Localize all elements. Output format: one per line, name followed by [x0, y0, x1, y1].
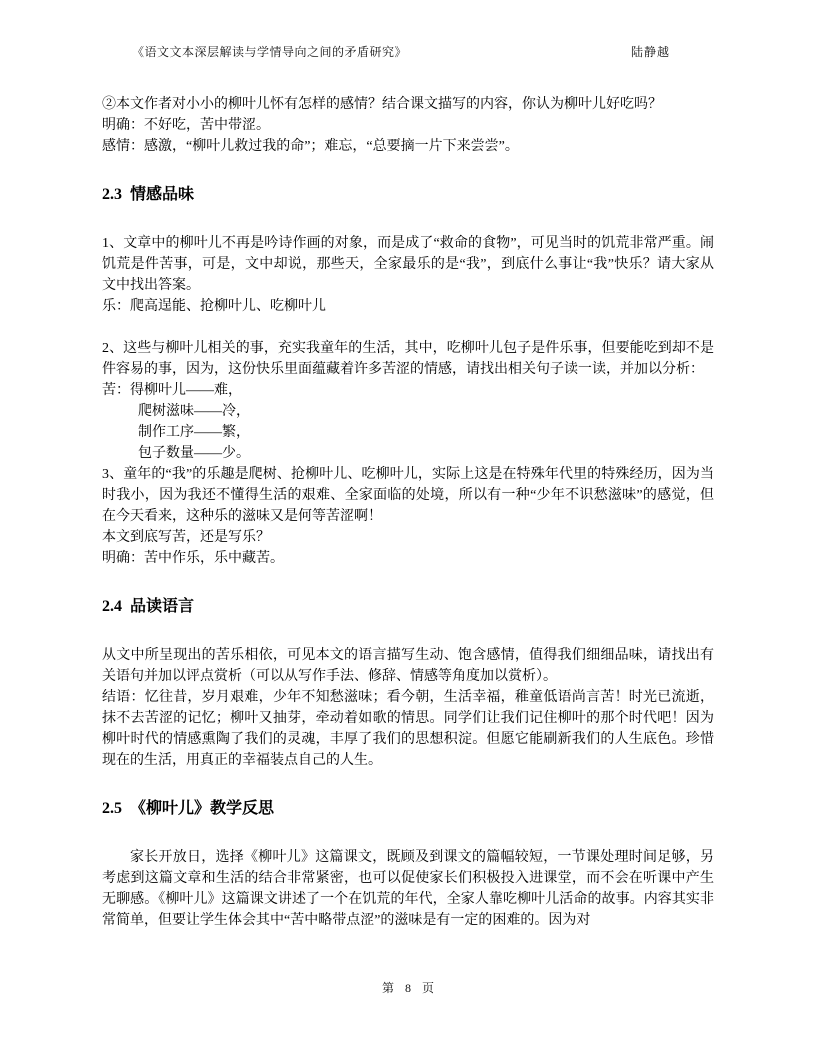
section-2-3-answer-line: 明确：苦中作乐，乐中藏苦。	[102, 551, 284, 566]
bitterness-item-line: 爬树滋味——冷，	[138, 404, 250, 419]
intro-clarify-line: 明确：不好吃，苦中带涩。	[102, 118, 270, 133]
section-2-3-paragraph-1: 1、文章中的柳叶儿不再是吟诗作画的对象，而是成了“救命的食物”，可见当时的饥荒非常严重。闹饥荒是件苦事，可是，文中却说，那些天，全家最乐的是“我”，到底什么事让“我”快乐？请大家从文中找出答案。	[102, 236, 714, 293]
page-number: 第 8 页	[381, 981, 434, 995]
joy-summary-line: 乐：爬高逞能、抢柳叶儿、吃柳叶儿	[102, 299, 326, 314]
bitterness-lead-line: 苦：得柳叶儿——难，	[102, 383, 242, 398]
section-2-5-reflection-paragraph: 家长开放日，选择《柳叶儿》这篇课文，既顾及到课文的篇幅较短，一节课处理时间足够，另考虑到这篇文章和生活的结合非常紧密，也可以促使家长们积极投入进课堂，而不会在听课中产生无聊感。《柳叶儿》这篇课文讲述了一个在饥荒的年代，全家人靠吃柳叶儿活命的故事。内容其实非常简单，但要让学生体会其中“苦中略带点涩”的滋味是有一定的困难的。因为对	[102, 850, 714, 928]
bitterness-item-line: 制作工序——繁，	[138, 425, 250, 440]
section-number: 2.3	[102, 186, 122, 203]
section-2-4-paragraph-1: 从文中所呈现出的苦乐相依，可见本文的语言描写生动、饱含感情，值得我们细细品味，请找出有关语句并加以评点赏析（可以从写作手法、修辞、情感等角度加以赏析）。	[102, 648, 714, 684]
intro-feeling-line: 感情：感激，“柳叶儿救过我的命”；难忘，“总要摘一片下来尝尝”。	[102, 139, 519, 154]
section-title: 《柳叶儿》教学反思	[130, 800, 275, 817]
header-title: 《语文文本深层解读与学情导向之间的矛盾研究》	[132, 45, 408, 59]
section-number: 2.4	[102, 598, 122, 615]
intro-question-line: ②本文作者对小小的柳叶儿怀有怎样的感情？结合课文描写的内容，你认为柳叶儿好吃吗？	[102, 97, 662, 112]
section-heading-2-3	[102, 184, 714, 206]
header-author: 陆静越	[630, 45, 670, 59]
blank-line	[102, 317, 714, 338]
bitterness-item-line: 包子数量——少。	[138, 446, 250, 461]
section-heading-2-4	[102, 596, 714, 618]
section-heading-2-5	[102, 798, 714, 820]
section-2-3-paragraph-3: 3、童年的“我”的乐趣是爬树、抢柳叶儿、吃柳叶儿，实际上这是在特殊年代里的特殊经历，因为当时我小，因为我还不懂得生活的艰难、全家面临的处境，所以有一种“少年不识愁滋味”的感觉，但在今天看来，这种乐的滋味又是何等苦涩啊！	[102, 467, 714, 524]
section-2-3-paragraph-2: 2、这些与柳叶儿相关的事，充实我童年的生活，其中，吃柳叶儿包子是件乐事，但要能吃到却不是件容易的事，因为，这份快乐里面蕴藏着许多苦涩的情感，请找出相关句子读一读，并加以分析：	[102, 341, 714, 377]
section-number: 2.5	[102, 800, 122, 817]
document-body	[102, 94, 714, 931]
page-footer	[0, 980, 816, 996]
section-title: 品读语言	[130, 598, 195, 615]
section-2-3-question-line: 本文到底写苦，还是写乐？	[102, 530, 270, 545]
page-header	[102, 44, 714, 60]
section-2-4-conclusion-paragraph: 结语：忆往昔，岁月艰难，少年不知愁滋味；看今朝，生活幸福，稚童低语尚言苦！时光已流逝，抹不去苦涩的记忆；柳叶又抽芽，牵动着如歌的情思。同学们让我们记住柳叶的那个时代吧！因为柳叶时代的情感熏陶了我们的灵魂，丰厚了我们的思想积淀。但愿它能刷新我们的人生底色。珍惜现在的生活，用真正的幸福装点自己的人生。	[102, 690, 714, 768]
section-title: 情感品味	[130, 186, 195, 203]
